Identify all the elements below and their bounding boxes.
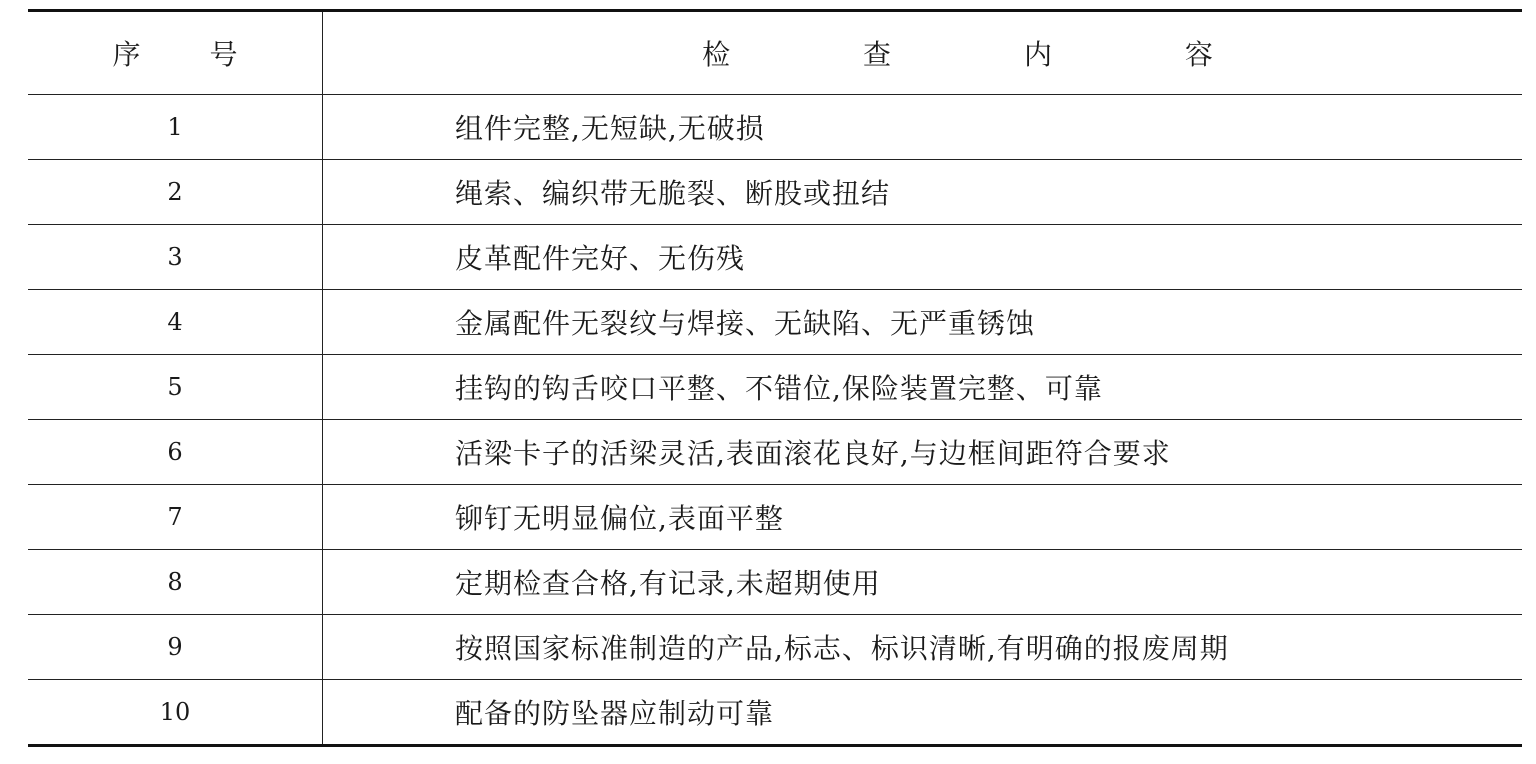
row-number: 10 xyxy=(28,680,323,744)
row-number: 1 xyxy=(28,95,323,159)
row-content: 活梁卡子的活梁灵活,表面滚花良好,与边框间距符合要求 xyxy=(455,437,1171,470)
row-number: 9 xyxy=(28,615,323,679)
row-content: 按照国家标准制造的产品,标志、标识清晰,有明确的报废周期 xyxy=(455,632,1229,665)
row-content: 定期检查合格,有记录,未超期使用 xyxy=(455,567,881,600)
row-content: 配备的防坠器应制动可靠 xyxy=(455,697,775,730)
table-row xyxy=(28,419,1522,484)
inspection-table xyxy=(28,9,1522,747)
row-number: 4 xyxy=(28,290,323,354)
table-row xyxy=(28,159,1522,224)
row-number: 5 xyxy=(28,355,323,419)
table-row xyxy=(28,354,1522,419)
row-number: 8 xyxy=(28,550,323,614)
table-row xyxy=(28,484,1522,549)
table-row xyxy=(28,224,1522,289)
row-content: 绳索、编织带无脆裂、断股或扭结 xyxy=(455,177,891,210)
row-content: 组件完整,无短缺,无破损 xyxy=(455,112,765,145)
row-number: 7 xyxy=(28,485,323,549)
header-serial-number: 序 号 xyxy=(28,12,323,94)
table-row xyxy=(28,679,1522,744)
table-row xyxy=(28,94,1522,159)
row-content: 金属配件无裂纹与焊接、无缺陷、无严重锈蚀 xyxy=(455,307,1036,340)
row-number: 6 xyxy=(28,420,323,484)
header-inspection-content: 检 查 内 容 xyxy=(702,38,1275,71)
row-number: 3 xyxy=(28,225,323,289)
table-row xyxy=(28,289,1522,354)
row-number: 2 xyxy=(28,160,323,224)
row-content: 皮革配件完好、无伤残 xyxy=(455,242,746,275)
table-header-row xyxy=(28,12,1522,94)
row-content: 挂钩的钩舌咬口平整、不错位,保险装置完整、可靠 xyxy=(455,372,1103,405)
table-row xyxy=(28,549,1522,614)
table-row xyxy=(28,614,1522,679)
row-content: 铆钉无明显偏位,表面平整 xyxy=(455,502,784,535)
